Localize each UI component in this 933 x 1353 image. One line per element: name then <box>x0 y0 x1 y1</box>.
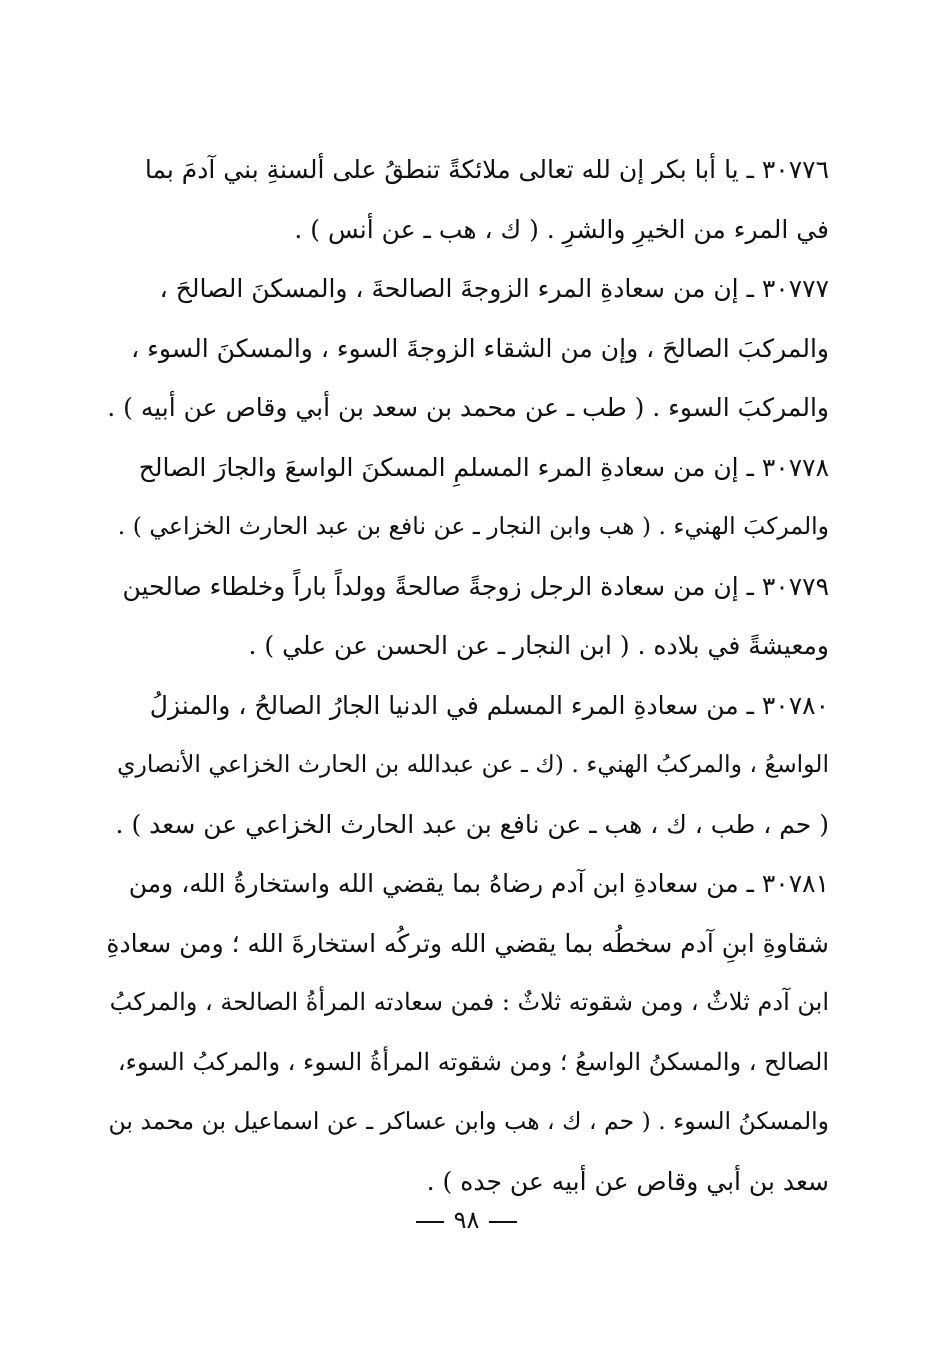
text-line: الصالح ، والمسكنُ الواسعُ ؛ ومن شقوته المرأةُ السوء ، والمركبُ السوء، <box>117 1047 829 1076</box>
text-line: ٣٠٧٧٩ ـ إن من سعادة الرجل زوجةً صالحةً وولداً باراً وخلطاء صالحين <box>122 571 829 601</box>
hadith-paragraph-30779 <box>104 557 829 676</box>
text-line: ابن آدم ثلاثٌ ، ومن شقوته ثلاثٌ : فمن سعادته المرأةُ الصالحة ، والمركبُ <box>109 988 829 1016</box>
text-line: ( حم ، طب ، ك ، هب ـ عن نافع بن عبد الحارث الخزاعي عن سعد ) . <box>115 809 829 839</box>
hadith-paragraph-30780 <box>104 676 829 855</box>
text-line: الواسعُ ، والمركبُ الهنيء . (ك ـ عن عبدالله بن الحارث الخزاعي الأنصاري <box>117 750 829 778</box>
text-line: والمركبَ الصالحَ ، وإن من الشقاء الزوجةَ السوء ، والمسكنَ السوء ، <box>131 333 829 363</box>
footer-dash-left <box>416 1221 444 1223</box>
text-line: والمركبَ السوء . ( طب ـ عن محمد بن سعد بن أبي وقاص عن أبيه ) . <box>107 393 829 422</box>
text-line: ومعيشةً في بلاده . ( ابن النجار ـ عن الحسن عن علي ) . <box>248 631 829 660</box>
text-line: ٣٠٧٧٨ ـ إن من سعادةِ المرء المسلمِ المسكنَ الواسعَ والجارَ الصالح <box>138 452 829 482</box>
text-line: في المرء من الخيرِ والشرِ . ( ك ، هب ـ عن أنس ) . <box>294 214 829 244</box>
text-line: ٣٠٧٧٧ ـ إن من سعادةِ المرء الزوجةَ الصالحةَ ، والمسكنَ الصالحَ ، <box>159 274 829 303</box>
hadith-paragraph-30777 <box>104 259 829 438</box>
hadith-text-block <box>104 140 829 1211</box>
hadith-paragraph-30778 <box>104 438 829 557</box>
text-line: ٣٠٧٧٦ ـ يا أبا بكر إن لله تعالى ملائكةً تنطقُ على ألسنةِ بني آدمَ بما <box>144 155 829 184</box>
hadith-paragraph-30776 <box>104 140 829 259</box>
text-line: والمركبَ الهنيء . ( هب وابن النجار ـ عن نافع بن عبد الحارث الخزاعي ) . <box>117 512 829 540</box>
text-line: سعد بن أبي وقاص عن أبيه عن جده ) . <box>426 1166 829 1196</box>
text-line: شقاوةِ ابنِ آدم سخطُه بما يقضي الله وتركُه استخارةَ الله ؛ ومن سعادةِ <box>106 928 829 958</box>
page-number: ٩٨ <box>453 1206 480 1234</box>
text-line: ٣٠٧٨١ ـ من سعادةِ ابن آدم رضاهُ بما يقضي الله واستخارةُ الله، ومن <box>128 869 829 898</box>
text-line: ٣٠٧٨٠ ـ من سعادةِ المرء المسلم في الدنيا الجارُ الصالحُ ، والمنزلُ <box>149 690 829 720</box>
page-footer <box>0 1200 933 1240</box>
footer-dash-right <box>489 1221 517 1223</box>
hadith-paragraph-30781 <box>104 854 829 1211</box>
text-line: والمسكنُ السوء . ( حم ، ك ، هب وابن عساكر ـ عن اسماعيل بن محمد بن <box>108 1107 829 1135</box>
